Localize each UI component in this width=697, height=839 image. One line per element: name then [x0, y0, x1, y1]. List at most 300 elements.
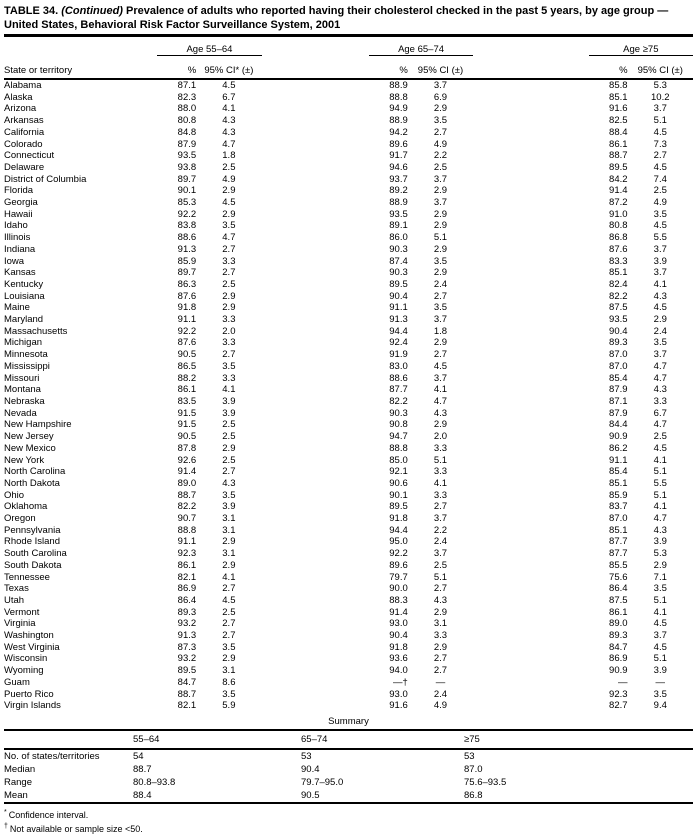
table-row — [4, 174, 693, 186]
summary-value-cell: 54 — [133, 750, 144, 762]
value-cell: 4.1 — [222, 103, 236, 115]
gap-cell — [262, 548, 369, 560]
value-cell: 88.3 — [389, 594, 408, 606]
gap-cell — [473, 92, 589, 104]
state-cell: Maine — [4, 302, 30, 314]
summary-value-cell: 90.4 — [301, 763, 320, 775]
value-cell: 2.0 — [433, 431, 448, 443]
gap-cell — [262, 197, 369, 209]
value-cell: 91.3 — [389, 314, 408, 326]
state-cell: New Jersey — [4, 431, 54, 443]
value-cell: 91.8 — [389, 513, 408, 525]
table-row — [4, 373, 693, 385]
gap-cell — [262, 384, 369, 396]
prevalence-table — [4, 38, 693, 712]
value-cell: 2.5 — [222, 161, 236, 173]
state-cell: Nevada — [4, 407, 37, 419]
value-cell: 87.1 — [609, 395, 628, 407]
value-cell: 87.0 — [609, 349, 628, 361]
value-cell: 5.5 — [653, 232, 667, 244]
value-cell: 1.8 — [433, 325, 448, 337]
value-cell: 84.7 — [609, 641, 628, 653]
value-cell: 83.8 — [177, 220, 197, 232]
gap-cell — [262, 700, 369, 712]
value-cell: 91.1 — [389, 302, 408, 314]
state-cell: Guam — [4, 676, 30, 688]
value-cell: 87.8 — [177, 442, 197, 454]
value-cell: 5.3 — [653, 548, 667, 560]
state-cell: Massachusetts — [4, 325, 68, 337]
state-cell: Illinois — [4, 232, 31, 244]
gap-cell — [473, 174, 589, 186]
value-cell: 3.9 — [222, 407, 236, 419]
value-cell: 86.0 — [389, 232, 408, 244]
gap-cell — [473, 139, 589, 151]
gap-cell — [473, 150, 589, 162]
state-cell: New Mexico — [4, 442, 56, 454]
value-cell: 90.9 — [609, 431, 628, 443]
gap-cell — [473, 536, 589, 548]
value-cell: 3.3 — [222, 314, 236, 326]
value-cell: 94.7 — [389, 431, 408, 443]
value-cell: 4.5 — [653, 641, 667, 653]
value-cell: 89.0 — [609, 618, 628, 630]
value-cell: 89.5 — [609, 161, 628, 173]
value-cell: 2.7 — [222, 583, 236, 595]
value-cell: 2.7 — [222, 243, 236, 255]
gap-cell — [262, 103, 369, 115]
state-cell: Louisiana — [4, 290, 45, 302]
table-row — [4, 513, 693, 525]
gap-cell — [473, 583, 589, 595]
value-cell: 92.3 — [177, 548, 197, 560]
state-cell: Hawaii — [4, 208, 33, 220]
value-cell: 89.0 — [177, 477, 197, 489]
value-cell: 2.5 — [653, 185, 667, 197]
value-cell: 87.5 — [609, 594, 628, 606]
value-cell: 2.9 — [222, 536, 236, 548]
value-cell: 88.0 — [177, 103, 197, 115]
gap-cell — [473, 314, 589, 326]
gap-cell — [473, 256, 589, 268]
table-row — [4, 572, 693, 584]
value-cell: 91.6 — [609, 103, 628, 115]
state-cell: Nebraska — [4, 395, 45, 407]
value-cell: 88.7 — [177, 489, 197, 501]
value-cell: 2.9 — [222, 442, 236, 454]
value-cell: 2.9 — [222, 185, 236, 197]
value-cell: 93.2 — [177, 653, 197, 665]
value-cell: 85.3 — [177, 197, 197, 209]
pct-column-header: % — [157, 56, 196, 80]
value-cell: 2.9 — [222, 559, 236, 571]
value-cell: 2.5 — [222, 606, 236, 618]
gap-cell — [262, 408, 369, 420]
state-cell: Alaska — [4, 91, 33, 103]
value-cell: 2.7 — [433, 583, 448, 595]
value-cell: 83.3 — [609, 255, 628, 267]
summary-label-cell: Median — [4, 763, 36, 775]
value-cell: 3.7 — [653, 243, 667, 255]
table-row — [4, 583, 693, 595]
value-cell: 2.7 — [222, 630, 236, 642]
value-cell: 2.9 — [222, 302, 236, 314]
value-cell: 5.1 — [653, 115, 667, 127]
value-cell: 87.9 — [609, 407, 628, 419]
value-cell: 3.3 — [433, 466, 448, 478]
gap-cell — [262, 267, 369, 279]
value-cell: 88.9 — [389, 197, 408, 209]
value-cell: 89.6 — [389, 138, 408, 150]
group-header-age-65-74: Age 65–74 — [369, 38, 473, 56]
column-header-row — [4, 56, 693, 80]
state-cell: Michigan — [4, 337, 43, 349]
gap-cell — [473, 244, 589, 256]
value-cell: 3.5 — [433, 302, 448, 314]
table-row — [4, 361, 693, 373]
value-cell: 4.5 — [653, 220, 667, 232]
value-cell: 2.4 — [433, 536, 448, 548]
gap-cell — [262, 689, 369, 701]
table-row — [4, 162, 693, 174]
gap-cell — [262, 139, 369, 151]
state-cell: Minnesota — [4, 349, 48, 361]
summary-col-55-64: 55–64 — [133, 730, 301, 749]
value-cell: 87.6 — [177, 290, 197, 302]
table-row — [4, 244, 693, 256]
table-row — [4, 466, 693, 478]
value-cell: 2.9 — [433, 606, 448, 618]
value-cell: 83.0 — [389, 360, 408, 372]
value-cell: 3.1 — [222, 548, 236, 560]
ci-column-header: 95% CI (±) — [408, 56, 473, 80]
value-cell: 4.7 — [653, 513, 667, 525]
gap-cell — [473, 220, 589, 232]
footnote-not-available — [4, 821, 693, 835]
value-cell: 3.7 — [653, 103, 667, 115]
gap-cell — [473, 560, 589, 572]
value-cell: 90.4 — [389, 630, 408, 642]
table-row — [4, 302, 693, 314]
state-cell: Indiana — [4, 243, 36, 255]
value-cell: — — [655, 676, 666, 688]
value-cell: 94.4 — [389, 524, 408, 536]
summary-label-cell: No. of states/territories — [4, 750, 100, 762]
value-cell: 87.7 — [389, 384, 408, 396]
value-cell: 82.5 — [609, 115, 628, 127]
value-cell: 2.5 — [653, 431, 667, 443]
value-cell: 4.1 — [433, 384, 448, 396]
value-cell: 4.3 — [653, 524, 667, 536]
gap-cell — [473, 349, 589, 361]
value-cell: 3.3 — [653, 395, 667, 407]
state-column-header: State or territory — [4, 56, 157, 80]
summary-value-cell: 88.7 — [133, 763, 152, 775]
table-row — [4, 103, 693, 115]
value-cell: 2.4 — [433, 278, 448, 290]
value-cell: 3.5 — [433, 255, 448, 267]
state-cell: Georgia — [4, 197, 38, 209]
value-cell: 2.7 — [222, 466, 236, 478]
value-cell: 4.7 — [653, 372, 667, 384]
value-cell: 4.1 — [653, 501, 667, 513]
value-cell: 4.5 — [222, 80, 236, 91]
table-row — [4, 618, 693, 630]
table-row — [4, 700, 693, 712]
table-row — [4, 443, 693, 455]
value-cell: 2.5 — [222, 431, 236, 443]
state-cell: Vermont — [4, 606, 40, 618]
value-cell: 91.8 — [177, 302, 197, 314]
value-cell: 2.5 — [222, 419, 236, 431]
gap-cell — [262, 185, 369, 197]
value-cell: 2.7 — [222, 349, 236, 361]
table-row — [4, 220, 693, 232]
value-cell: 3.1 — [222, 513, 236, 525]
value-cell: 85.4 — [609, 466, 628, 478]
value-cell: 2.9 — [433, 267, 448, 279]
value-cell: 2.4 — [653, 325, 667, 337]
gap-cell — [262, 455, 369, 467]
value-cell: 5.1 — [653, 594, 667, 606]
value-cell: 2.2 — [433, 524, 448, 536]
gap-cell — [262, 618, 369, 630]
value-cell: 84.8 — [177, 126, 197, 138]
value-cell: 9.4 — [653, 700, 667, 712]
gap-cell — [262, 396, 369, 408]
value-cell: 87.9 — [177, 138, 197, 150]
gap-cell — [473, 466, 589, 478]
table-row — [4, 349, 693, 361]
value-cell: 85.0 — [389, 454, 408, 466]
summary-value-cell: 88.4 — [133, 789, 152, 801]
value-cell: 82.4 — [609, 278, 628, 290]
value-cell: 86.5 — [177, 360, 197, 372]
gap-cell — [262, 302, 369, 314]
value-cell: 4.5 — [222, 594, 236, 606]
table-row — [4, 642, 693, 654]
value-cell: 87.4 — [389, 255, 408, 267]
table-row — [4, 396, 693, 408]
table-body — [4, 79, 693, 712]
value-cell: 7.1 — [653, 571, 667, 583]
ci-column-header: 95% CI* (±) — [196, 56, 261, 80]
value-cell: 84.2 — [609, 173, 628, 185]
value-cell: 6.9 — [433, 91, 448, 103]
value-cell: 2.5 — [433, 161, 448, 173]
summary-value-cell: 90.5 — [301, 789, 320, 801]
value-cell: 3.7 — [653, 267, 667, 279]
value-cell: 87.9 — [609, 384, 628, 396]
gap-cell — [473, 700, 589, 712]
value-cell: 89.1 — [389, 220, 408, 232]
state-cell: North Carolina — [4, 466, 66, 478]
value-cell: 94.6 — [389, 161, 408, 173]
value-cell: 5.3 — [653, 80, 667, 91]
value-cell: 87.0 — [609, 513, 628, 525]
gap-cell — [473, 677, 589, 689]
value-cell: 4.7 — [222, 138, 236, 150]
value-cell: 2.9 — [433, 103, 448, 115]
value-cell: 82.2 — [177, 501, 197, 513]
gap-cell — [262, 150, 369, 162]
value-cell: 86.1 — [609, 606, 628, 618]
value-cell: 90.7 — [177, 513, 197, 525]
gap-cell — [473, 618, 589, 630]
value-cell: 2.7 — [222, 618, 236, 630]
value-cell: 4.3 — [653, 290, 667, 302]
state-cell: Delaware — [4, 161, 45, 173]
value-cell: 94.4 — [389, 325, 408, 337]
summary-col-ge-75: ≥75 — [464, 730, 693, 749]
value-cell: 89.7 — [177, 173, 197, 185]
gap-cell — [473, 79, 589, 92]
value-cell: 4.5 — [653, 126, 667, 138]
value-cell: 5.1 — [433, 454, 448, 466]
group-gap — [473, 38, 589, 56]
gap-cell — [473, 548, 589, 560]
value-cell: 80.8 — [177, 115, 197, 127]
value-cell: 2.7 — [653, 150, 667, 162]
summary-row — [4, 776, 693, 789]
table-row — [4, 653, 693, 665]
value-cell: 2.7 — [433, 501, 448, 513]
value-cell: 86.1 — [177, 559, 197, 571]
value-cell: 4.1 — [653, 454, 667, 466]
value-cell: 3.3 — [433, 630, 448, 642]
value-cell: 85.1 — [609, 524, 628, 536]
state-cell: South Carolina — [4, 548, 67, 560]
value-cell: 2.7 — [433, 665, 448, 677]
value-cell: 4.3 — [222, 126, 236, 138]
value-cell: 92.2 — [177, 325, 197, 337]
value-cell: 3.5 — [653, 688, 667, 700]
value-cell: 4.5 — [653, 618, 667, 630]
value-cell: 89.5 — [177, 665, 197, 677]
value-cell: 2.9 — [433, 641, 448, 653]
value-cell: 90.9 — [609, 665, 628, 677]
summary-body — [4, 749, 693, 803]
value-cell: 2.4 — [433, 688, 448, 700]
value-cell: 4.5 — [653, 161, 667, 173]
value-cell: 5.1 — [433, 571, 448, 583]
value-cell: 3.5 — [653, 208, 667, 220]
value-cell: — — [435, 676, 446, 688]
table-row — [4, 267, 693, 279]
gap-cell — [262, 349, 369, 361]
value-cell: 4.1 — [222, 384, 236, 396]
value-cell: 2.9 — [433, 243, 448, 255]
value-cell: 3.9 — [653, 536, 667, 548]
value-cell: 79.7 — [389, 571, 408, 583]
value-cell: 87.1 — [177, 80, 197, 91]
footnote-marker: † — [4, 822, 8, 830]
summary-value-cell: 80.8–93.8 — [133, 776, 176, 788]
gap-cell — [262, 373, 369, 385]
state-cell: Kentucky — [4, 278, 44, 290]
value-cell: 3.7 — [433, 197, 448, 209]
gap-cell — [473, 689, 589, 701]
value-cell: 87.6 — [177, 337, 197, 349]
table-row — [4, 490, 693, 502]
value-cell: 90.6 — [389, 477, 408, 489]
value-cell: 2.5 — [222, 454, 236, 466]
value-cell: 2.7 — [222, 267, 236, 279]
summary-row — [4, 763, 693, 776]
summary-value-cell: 75.6–93.5 — [464, 776, 507, 788]
gap-cell — [262, 583, 369, 595]
value-cell: 3.9 — [653, 665, 667, 677]
gap-cell — [473, 572, 589, 584]
gap-cell — [262, 513, 369, 525]
value-cell: 82.2 — [609, 290, 628, 302]
gap-cell — [473, 197, 589, 209]
value-cell: 89.6 — [389, 559, 408, 571]
value-cell: 91.7 — [389, 150, 408, 162]
value-cell: 92.3 — [609, 688, 628, 700]
gap-cell — [262, 326, 369, 338]
value-cell: 88.8 — [389, 442, 408, 454]
table-row — [4, 185, 693, 197]
value-cell: 93.2 — [177, 618, 197, 630]
table-title — [4, 5, 693, 37]
value-cell: 93.0 — [389, 688, 408, 700]
value-cell: 4.9 — [433, 700, 448, 712]
gap-cell — [473, 653, 589, 665]
value-cell: 4.3 — [433, 407, 448, 419]
footnote-text: Not available or sample size <50. — [9, 823, 143, 834]
summary-header-row — [4, 730, 693, 749]
gap-cell — [262, 232, 369, 244]
table-row — [4, 478, 693, 490]
value-cell: 91.6 — [389, 700, 408, 712]
gap-cell — [473, 209, 589, 221]
value-cell: 4.3 — [222, 477, 236, 489]
value-cell: 3.7 — [433, 372, 448, 384]
gap-cell — [473, 408, 589, 420]
summary-value-cell: 87.0 — [464, 763, 483, 775]
table-row — [4, 536, 693, 548]
gap-cell — [262, 174, 369, 186]
gap-cell — [473, 525, 589, 537]
state-cell: North Dakota — [4, 477, 60, 489]
group-header-row — [4, 38, 693, 56]
table-row — [4, 337, 693, 349]
table-row — [4, 79, 693, 92]
value-cell: 91.3 — [177, 630, 197, 642]
value-cell: 10.2 — [651, 91, 670, 103]
gap-cell — [473, 478, 589, 490]
state-cell: Texas — [4, 583, 29, 595]
gap-cell — [473, 431, 589, 443]
value-cell: 90.0 — [389, 583, 408, 595]
state-cell: Washington — [4, 630, 54, 642]
value-cell: 91.3 — [177, 243, 197, 255]
state-cell: Alabama — [4, 80, 42, 91]
value-cell: 2.9 — [433, 208, 448, 220]
gap-cell — [262, 560, 369, 572]
value-cell: 88.2 — [177, 372, 197, 384]
value-cell: 93.5 — [609, 314, 628, 326]
title-table-number: TABLE 34. — [4, 5, 59, 17]
value-cell: 90.8 — [389, 419, 408, 431]
value-cell: 4.3 — [433, 594, 448, 606]
value-cell: 3.5 — [433, 115, 448, 127]
value-cell: 88.7 — [177, 688, 197, 700]
value-cell: 90.1 — [389, 489, 408, 501]
value-cell: 4.1 — [653, 278, 667, 290]
summary-title: Summary — [328, 715, 369, 727]
